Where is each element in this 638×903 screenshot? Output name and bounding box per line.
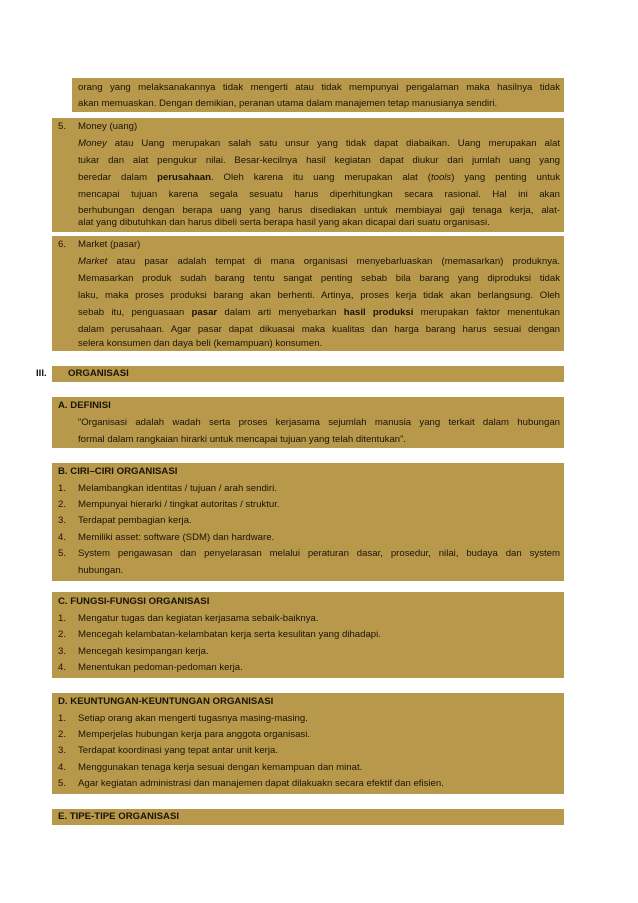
ciri-item-5-number: 5. <box>58 548 67 559</box>
ciri-item-4: Memiliki asset: software (SDM) dan hardware. <box>78 532 275 543</box>
money-term: Money <box>78 138 107 149</box>
ciri-item-4-number: 4. <box>58 532 67 543</box>
money-line-1-text: atau Uang merupakan salah satu unsur yang tidak dapat diabaikan. Uang merupakan alat <box>106 138 560 149</box>
keuntungan-item-3: Terdapat koordinasi yang tepat antar unit kerja. <box>78 745 278 756</box>
definisi-line-1: “Organisasi adalah wadah serta proses kerjasama sejumlah manusia yang terkait dalam hubungan <box>78 417 560 428</box>
fungsi-item-3-number: 3. <box>58 646 67 657</box>
ciri-item-2-number: 2. <box>58 499 67 510</box>
keuntungan-item-2-number: 2. <box>58 729 67 740</box>
keuntungan-item-3-number: 3. <box>58 745 67 756</box>
money-tools-term: tools <box>430 172 452 183</box>
ciri-item-1-number: 1. <box>58 483 67 494</box>
link-pasar[interactable]: pasar <box>191 307 218 318</box>
keuntungan-heading: D. KEUNTUNGAN-KEUNTUNGAN ORGANISASI <box>58 696 274 707</box>
keuntungan-item-5: Agar kegiatan administrasi dan manajemen dapat dilakuakn secara efektif dan efisien. <box>78 778 444 789</box>
section-title: ORGANISASI <box>68 368 129 379</box>
ciri-item-2: Mempunyai hierarki / tingkat autoritas / struktur. <box>78 499 280 510</box>
keuntungan-item-4-number: 4. <box>58 762 67 773</box>
market-line-4-c: dalam arti menyebarkan <box>217 307 344 318</box>
keuntungan-item-5-number: 5. <box>58 778 67 789</box>
market-number: 6. <box>58 239 67 250</box>
fungsi-item-3: Mencegah kesimpangan kerja. <box>78 646 209 657</box>
market-term: Market <box>78 256 108 267</box>
money-line-5: berhubungan dengan berapa uang yang harus disediakan untuk membiayai gaji tenaga kerja, alat- <box>78 205 560 216</box>
fungsi-item-4: Menentukan pedoman-pedoman kerja. <box>78 662 243 673</box>
market-line-1 <box>78 254 560 271</box>
market-line-1-text: atau pasar adalah tempat di mana organisasi menyebarluaskan (memasarkan) produknya. <box>107 256 560 267</box>
money-line-3-e: ) yang penting untuk <box>451 172 560 183</box>
money-line-4: mencapai tujuan karena segala sesuatu harus diperhitungkan secara rasional. Hal ini akan <box>78 189 560 200</box>
link-perusahaan[interactable]: perusahaan <box>157 172 211 183</box>
ciri-item-5: System pengawasan dan penyelarasan melalui peraturan dasar, prosedur, nilai, budaya dan system <box>78 548 560 559</box>
ciri-item-3-number: 3. <box>58 515 67 526</box>
fungsi-item-2-number: 2. <box>58 629 67 640</box>
ciri-heading: B. CIRI–CIRI ORGANISASI <box>58 466 178 477</box>
market-line-2: Memasarkan produk sudah barang tentu sangat penting sebab bila barang yang diproduksi tidak <box>78 273 560 284</box>
definisi-heading: A. DEFINISI <box>58 400 111 411</box>
fungsi-item-4-number: 4. <box>58 662 67 673</box>
money-line-6: alat yang dibutuhkan dan harus dibeli serta berapa hasil yang akan dicapai dari suatu organisasi. <box>78 217 490 228</box>
keuntungan-item-1: Setiap orang akan mengerti tugasnya masing-masing. <box>78 713 308 724</box>
market-line-6: selera konsumen dan daya beli (kemampuan) konsumen. <box>78 338 323 349</box>
market-line-3: laku, maka proses produksi barang akan berhenti. Artinya, proses kerja tidak akan berlangsung. Oleh <box>78 290 560 301</box>
fungsi-item-2: Mencegah kelambatan-kelambatan kerja serta kesulitan yang dihadapi. <box>78 629 381 640</box>
fungsi-heading: C. FUNGSI-FUNGSI ORGANISASI <box>58 596 210 607</box>
money-number: 5. <box>58 121 67 132</box>
money-line-1 <box>78 136 560 153</box>
keuntungan-item-2: Memperjelas hubungan kerja para anggota organisasi. <box>78 729 310 740</box>
section-number: III. <box>36 368 47 379</box>
market-line-4 <box>78 305 560 322</box>
ciri-item-5-cont: hubungan. <box>78 565 124 576</box>
market-line-4-e: merupakan faktor menentukan <box>413 307 560 318</box>
money-line-3-c: . Oleh karena itu uang merupakan alat ( <box>210 172 431 183</box>
definisi-line-2: formal dalam rangkaian hirarki untuk mencapai tujuan yang telah ditentukan”. <box>78 434 406 445</box>
keuntungan-item-1-number: 1. <box>58 713 67 724</box>
tipe-heading: E. TIPE-TIPE ORGANISASI <box>58 811 180 822</box>
keuntungan-item-4: Menggunakan tenaga kerja sesuai dengan kemampuan dan minat. <box>78 762 363 773</box>
ciri-item-1: Melambangkan identitas / tujuan / arah sendiri. <box>78 483 277 494</box>
market-line-4-a: sebab itu, penguasaan <box>78 307 192 318</box>
market-title: Market (pasar) <box>78 239 141 250</box>
money-line-2: tukar dan alat pengukur nilai. Besar-kecilnya hasil kegiatan dapat diukur dari jumlah uang yang <box>78 155 560 166</box>
fungsi-item-1: Mengatur tugas dan kegiatan kerjasama sebaik-baiknya. <box>78 613 319 624</box>
intro-line-1: orang yang melaksanakannya tidak mengerti atau tidak mempunyai pengalaman maka hasilnya tidak <box>78 82 560 93</box>
money-line-3-a: beredar dalam <box>78 172 158 183</box>
ciri-item-3: Terdapat pembagian kerja. <box>78 515 192 526</box>
fungsi-item-1-number: 1. <box>58 613 67 624</box>
money-line-3 <box>78 170 560 187</box>
money-title: Money (uang) <box>78 121 138 132</box>
link-hasil-produksi[interactable]: hasil produksi <box>343 307 414 318</box>
market-line-5: dalam perusahaan. Agar pasar dapat dikuasai maka kualitas dan harga barang harus sesuai dengan <box>78 324 560 335</box>
intro-line-2: akan memuaskan. Dengan demikian, peranan utama dalam manajemen tetap manusianya sendiri. <box>78 98 498 109</box>
